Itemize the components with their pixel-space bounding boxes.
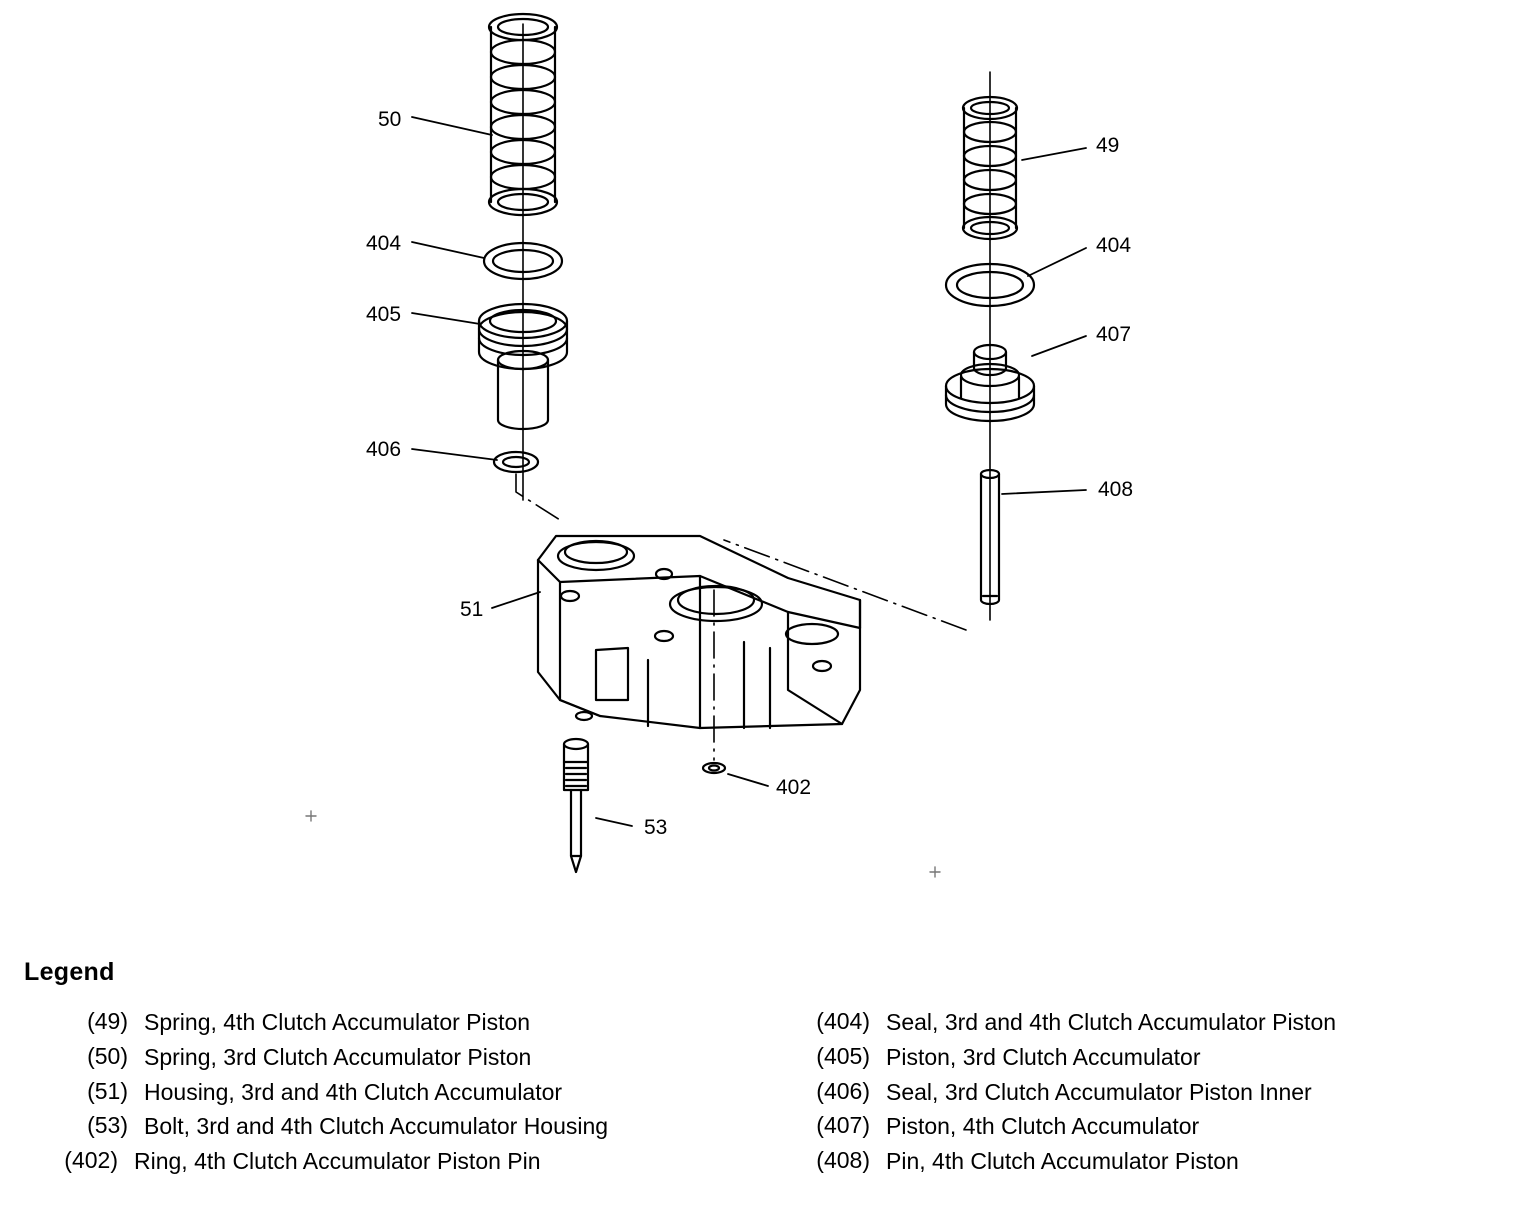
legend-item-407 [800,1112,1500,1141]
legend-item-402 [48,1147,758,1176]
legend-item-404 [800,1008,1500,1037]
legend-item-number: (49) [87,1008,128,1034]
legend-item-408 [800,1147,1500,1176]
legend-column-right [800,1008,1500,1182]
legend-item-405 [800,1043,1500,1072]
legend-item-description: Seal, 3rd Clutch Accumulator Piston Inner [886,1078,1312,1105]
seal-406 [494,452,538,472]
legend-item-number: (405) [816,1042,870,1069]
legend-item-description: Piston, 4th Clutch Accumulator [886,1113,1200,1140]
callout-53: 53 [644,816,668,839]
callout-50: 50 [378,108,402,131]
callout-404-left: 404 [366,232,402,255]
legend-item-description: Ring, 4th Clutch Accumulator Piston Pin [134,1148,541,1174]
callout-405: 405 [366,303,402,326]
legend-item-description: Seal, 3rd and 4th Clutch Accumulator Piston [886,1009,1337,1035]
legend-item-description: Spring, 3rd Clutch Accumulator Piston [144,1043,532,1070]
legend-item-description: Bolt, 3rd and 4th Clutch Accumulator Housing [144,1113,609,1140]
housing-51 [538,536,860,728]
legend-item-number: (408) [816,1147,870,1173]
callout-406: 406 [366,438,402,461]
callout-49: 49 [1096,134,1120,157]
legend-item-number: (53) [87,1112,128,1139]
callout-404-right: 404 [1096,234,1132,257]
legend-item-description: Spring, 4th Clutch Accumulator Piston [144,1009,531,1035]
callout-408: 408 [1098,478,1134,501]
legend-item-description: Piston, 3rd Clutch Accumulator [886,1043,1201,1070]
legend-column-left [58,1008,758,1182]
callout-51: 51 [460,598,484,621]
callout-402: 402 [776,776,812,799]
legend-item-number: (402) [64,1147,118,1173]
legend-item-description: Housing, 3rd and 4th Clutch Accumulator [144,1078,563,1105]
callout-407: 407 [1096,323,1132,346]
legend-item-number: (407) [816,1112,870,1139]
legend-item-description: Pin, 4th Clutch Accumulator Piston [886,1148,1239,1174]
legend-title: Legend [24,958,115,986]
legend-item-number: (406) [816,1077,870,1104]
legend-item-number: (51) [87,1077,128,1104]
legend-item-49 [58,1008,758,1037]
legend-item-number: (404) [816,1008,870,1034]
legend-item-50 [58,1043,758,1072]
legend-item-406 [800,1078,1500,1107]
legend-item-number: (50) [87,1042,128,1069]
legend [0,910,1520,1220]
ring-402 [703,763,725,773]
legend-item-53 [58,1112,758,1141]
bolt-53 [564,739,588,872]
legend-item-51 [58,1078,758,1107]
